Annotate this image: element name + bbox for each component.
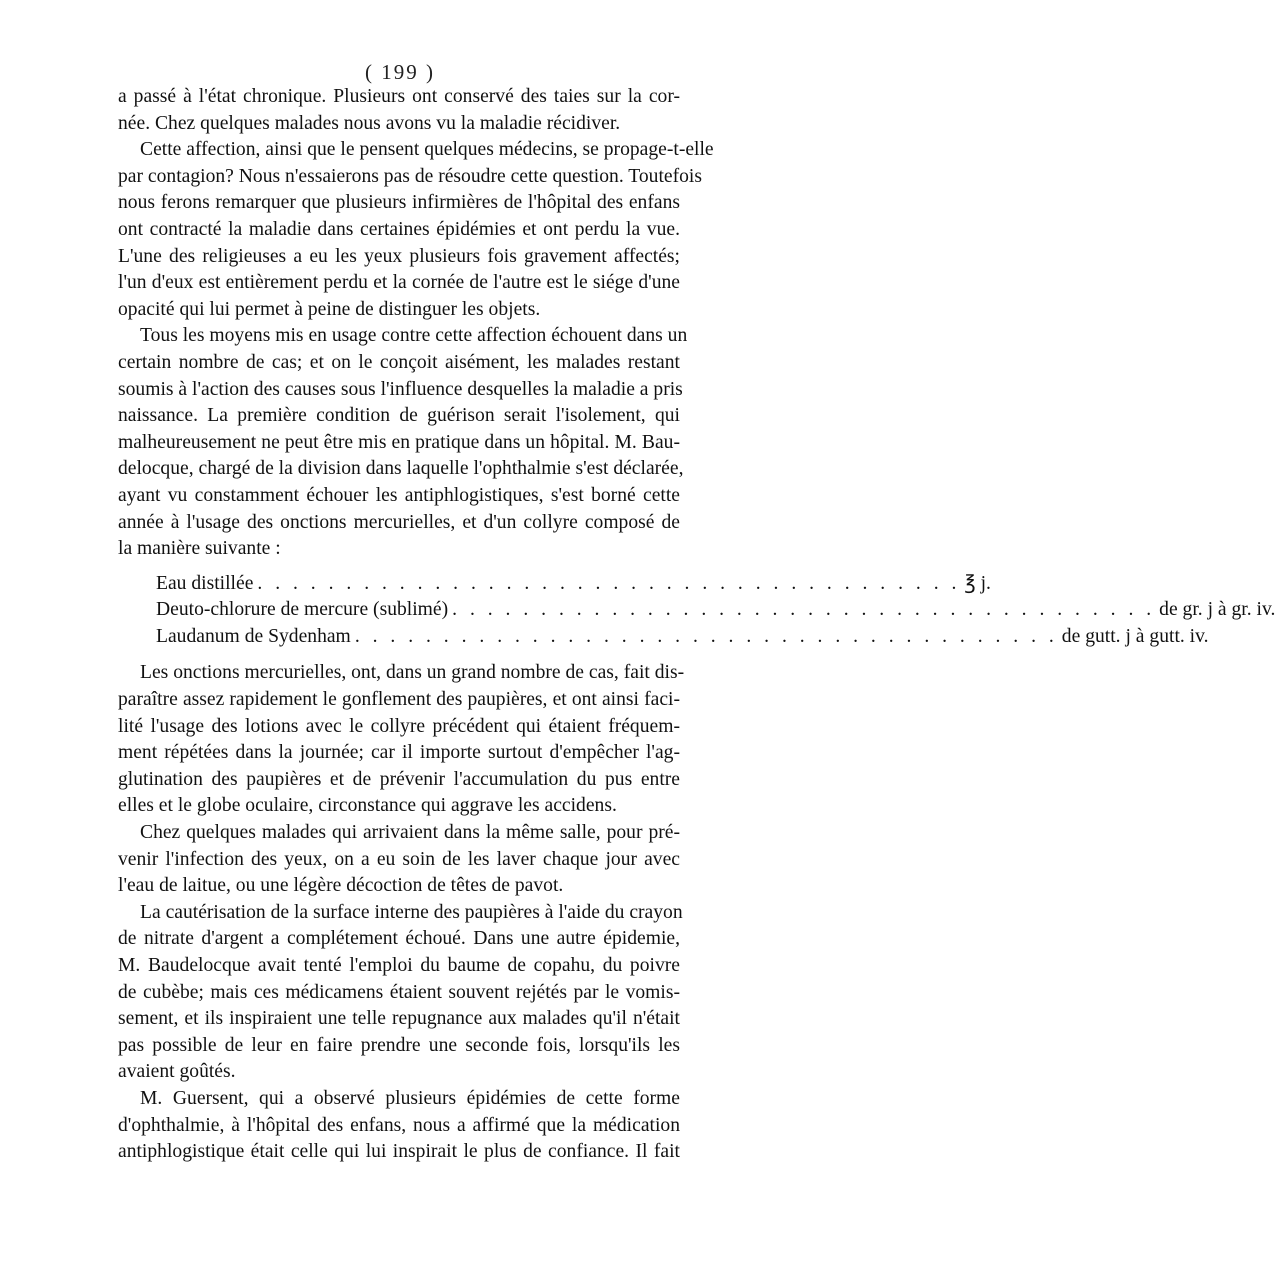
text-line: la manière suivante : [118,538,281,560]
text-line: Tous les moyens mis en usage contre cette affection échouent dans un [140,325,688,347]
ingredient-quantity: de gutt. j à gutt. iv. [1061,625,1209,647]
leader-dots: . . . . . . . . . . . . . . . . . . . . . . . . . . . . . . . . . . . . . . . . [354,625,1058,647]
leader-dots: . . . . . . . . . . . . . . . . . . . . . . . . . . . . . . . . . . . . . . . . [452,599,1156,621]
page-number: ( 199 ) [365,60,435,84]
text-line: l'un d'eux est entièrement perdu et la cornée de l'autre est le siége d'une [118,272,680,294]
paragraph [118,660,685,820]
text-line: année à l'usage des onctions mercurielles, et d'un collyre composé de [118,511,680,533]
text-line: venir l'infection des yeux, on a eu soin de les laver chaque jour avec [118,848,680,870]
text-line: de cubèbe; mais ces médicamens étaient souvent rejétés par le vomis- [118,981,680,1003]
prescription-row [156,597,1275,624]
ingredient-name: Laudanum de Sydenham [156,625,351,647]
text-line: d'ophthalmie, à l'hôpital des enfans, nous a affirmé que la médication [118,1114,680,1136]
text-line: paraître assez rapidement le gonflement des paupières, et ont ainsi faci- [118,689,680,711]
prescription-list [156,571,1275,651]
text-line: ont contracté la maladie dans certaines épidémies et ont perdu la vue. [118,218,680,240]
prescription-row [156,571,991,598]
text-line: de nitrate d'argent a complétement échoué. Dans une autre épidemie, [118,928,680,950]
paragraph [118,84,680,137]
ingredient-quantity: de gr. j à gr. iv. [1159,599,1275,621]
text-line: antiphlogistique était celle qui lui inspirait le plus de confiance. Il fait [118,1141,680,1163]
text-line: L'une des religieuses a eu les yeux plusieurs fois gravement affectés; [118,245,680,267]
text-line: a passé à l'état chronique. Plusieurs ont conservé des taies sur la cor- [118,86,680,107]
text-line: opacité qui lui permet à peine de distinguer les objets. [118,298,541,320]
ingredient-name: Eau distillée [156,572,254,594]
leader-dots: . . . . . . . . . . . . . . . . . . . . . . . . . . . . . . . . . . . . . . . . [257,572,961,594]
text-line: lité l'usage des lotions avec le collyre précédent qui étaient fréquem- [118,715,680,737]
text-line: sement, et ils inspiraient une telle repugnance aux malades qu'il n'était [118,1008,680,1030]
ingredient-quantity: ℥ j. [964,572,991,594]
text-line: Les onctions mercurielles, ont, dans un grand nombre de cas, fait dis- [140,662,685,684]
text-line: l'eau de laitue, ou une légère décoction de têtes de pavot. [118,875,564,897]
text-line: avaient goûtés. [118,1061,236,1083]
body-text [118,84,1275,1166]
text-line: pas possible de leur en faire prendre une seconde fois, lorsqu'ils les [118,1034,680,1056]
paragraph [118,820,680,900]
text-line: M. Baudelocque avait tenté l'emploi du baume de copahu, du poivre [118,955,680,976]
text-line: nous ferons remarquer que plusieurs infirmières de l'hôpital des enfans [118,192,680,214]
text-line: elles et le globe oculaire, circonstance qui aggrave les accidens. [118,795,617,817]
text-line: malheureusement ne peut être mis en pratique dans un hôpital. M. Bau- [118,431,680,453]
text-line: ayant vu constamment échouer les antiphlogistiques, s'est borné cette [118,484,680,506]
text-line: glutination des paupières et de prévenir l'accumulation du pus entre [118,768,680,790]
text-line: née. Chez quelques malades nous avons vu la maladie récidiver. [118,112,621,134]
paragraph [118,323,688,562]
text-line: Cette affection, ainsi que le pensent quelques médecins, se propage-t-elle [140,139,714,161]
text-line: delocque, chargé de la division dans laquelle l'ophthalmie s'est déclarée, [118,458,684,480]
text-line: soumis à l'action des causes sous l'influence desquelles la maladie a pris [118,378,683,400]
paragraph [118,1086,680,1166]
text-line: M. Guersent, qui a observé plusieurs épidémies de cette forme [140,1087,680,1109]
text-line: Chez quelques malades qui arrivaient dans la même salle, pour pré- [140,822,680,844]
text-line: par contagion? Nous n'essaierons pas de résoudre cette question. Toutefois [118,165,703,187]
prescription-row [156,624,1209,651]
paragraph [118,900,683,1086]
text-line: La cautérisation de la surface interne des paupières à l'aide du crayon [140,901,683,923]
text-line: naissance. La première condition de guérison serait l'isolement, qui [118,405,680,427]
paragraph [118,137,714,323]
ingredient-name: Deuto-chlorure de mercure (sublimé) [156,599,449,621]
text-line: certain nombre de cas; et on le conçoit aisément, les malades restant [118,351,680,373]
text-line: ment répétées dans la journée; car il importe surtout d'empêcher l'ag- [118,742,680,764]
